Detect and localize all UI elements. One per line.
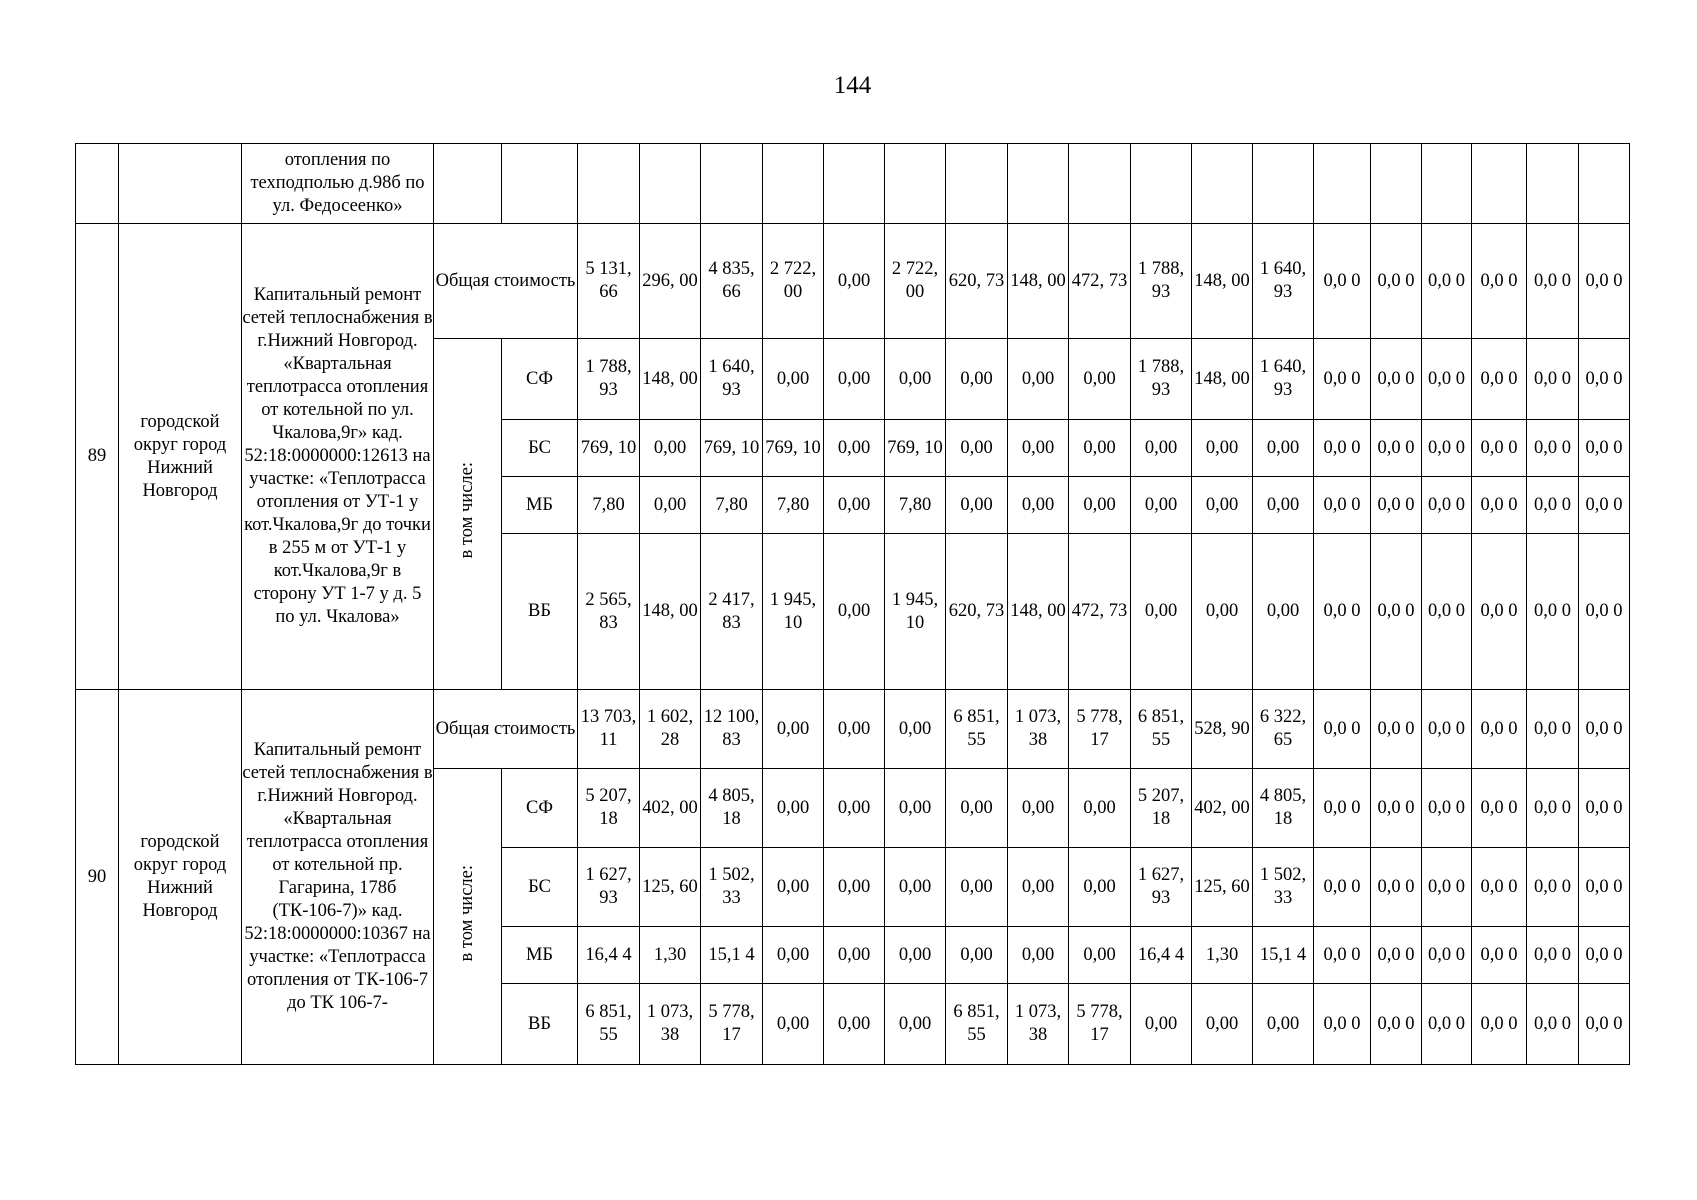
value-cell: 16,4 4: [1131, 927, 1192, 984]
municipality: городской округ город Нижний Новгород: [119, 224, 242, 690]
value-cell: 15,1 4: [701, 927, 763, 984]
value-cell: [885, 144, 946, 224]
value-cell: 12 100, 83: [701, 690, 763, 769]
value-cell: 0,0 0: [1314, 927, 1371, 984]
value-cell: 0,0 0: [1579, 769, 1630, 848]
source-cell: [502, 144, 578, 224]
value-cell: 0,00: [1069, 339, 1131, 420]
value-cell: 0,00: [824, 224, 885, 339]
value-cell: 0,0 0: [1314, 477, 1371, 534]
value-cell: 0,00: [824, 420, 885, 477]
value-cell: 402, 00: [640, 769, 701, 848]
value-cell: 0,0 0: [1579, 224, 1630, 339]
value-cell: 6 851, 55: [946, 690, 1008, 769]
value-cell: 0,0 0: [1422, 339, 1472, 420]
value-cell: 148, 00: [640, 534, 701, 690]
value-cell: 1 073, 38: [1008, 690, 1069, 769]
value-cell: [640, 144, 701, 224]
value-cell: 0,0 0: [1472, 420, 1527, 477]
value-cell: [1069, 144, 1131, 224]
value-cell: 0,0 0: [1314, 224, 1371, 339]
source-label: ВБ: [502, 984, 578, 1065]
value-cell: 0,0 0: [1527, 339, 1579, 420]
value-cell: 0,0 0: [1371, 769, 1422, 848]
value-cell: 0,0 0: [1472, 984, 1527, 1065]
value-cell: 769, 10: [763, 420, 824, 477]
value-cell: 0,00: [763, 690, 824, 769]
value-cell: 0,00: [824, 534, 885, 690]
value-cell: 0,00: [1131, 984, 1192, 1065]
value-cell: 0,00: [1253, 477, 1314, 534]
description-cell: отопления по техподполью д.98б по ул. Федосеенко»: [242, 144, 434, 224]
value-cell: 0,00: [763, 927, 824, 984]
value-cell: 2 565, 83: [578, 534, 640, 690]
value-cell: 0,00: [946, 769, 1008, 848]
value-cell: 0,0 0: [1371, 224, 1422, 339]
value-cell: 0,00: [824, 339, 885, 420]
value-cell: [1472, 144, 1527, 224]
value-cell: [1192, 144, 1253, 224]
value-cell: 0,00: [1192, 477, 1253, 534]
value-cell: 0,0 0: [1527, 534, 1579, 690]
value-cell: 0,0 0: [1371, 339, 1422, 420]
value-cell: 0,00: [824, 927, 885, 984]
value-cell: 769, 10: [885, 420, 946, 477]
value-cell: 125, 60: [640, 848, 701, 927]
source-label: МБ: [502, 927, 578, 984]
value-cell: 0,0 0: [1527, 848, 1579, 927]
value-cell: 0,0 0: [1314, 984, 1371, 1065]
value-cell: [946, 144, 1008, 224]
value-cell: 0,0 0: [1579, 690, 1630, 769]
value-cell: 0,0 0: [1527, 769, 1579, 848]
value-cell: 0,00: [946, 420, 1008, 477]
value-cell: 0,00: [1008, 927, 1069, 984]
value-cell: 296, 00: [640, 224, 701, 339]
value-cell: 0,00: [1253, 420, 1314, 477]
value-cell: 0,00: [1192, 420, 1253, 477]
value-cell: 0,00: [1008, 339, 1069, 420]
value-cell: 0,0 0: [1472, 534, 1527, 690]
including-label: [434, 339, 502, 690]
value-cell: 0,0 0: [1579, 420, 1630, 477]
value-cell: 0,00: [1069, 477, 1131, 534]
value-cell: 1 627, 93: [578, 848, 640, 927]
value-cell: 1 640, 93: [1253, 339, 1314, 420]
value-cell: 0,00: [885, 927, 946, 984]
value-cell: 7,80: [763, 477, 824, 534]
value-cell: 0,00: [1069, 848, 1131, 927]
value-cell: 0,00: [824, 477, 885, 534]
continuation-row: [76, 144, 1630, 224]
value-cell: 0,0 0: [1422, 769, 1472, 848]
value-cell: 0,0 0: [1579, 927, 1630, 984]
value-cell: 0,00: [1131, 534, 1192, 690]
value-cell: 0,00: [640, 477, 701, 534]
value-cell: 0,00: [946, 927, 1008, 984]
value-cell: 0,0 0: [1314, 848, 1371, 927]
value-cell: 0,00: [946, 339, 1008, 420]
value-cell: 0,0 0: [1422, 224, 1472, 339]
value-cell: 0,0 0: [1527, 927, 1579, 984]
value-cell: 0,00: [640, 420, 701, 477]
value-cell: 472, 73: [1069, 534, 1131, 690]
value-cell: 4 805, 18: [701, 769, 763, 848]
value-cell: 6 851, 55: [946, 984, 1008, 1065]
value-cell: 472, 73: [1069, 224, 1131, 339]
value-cell: 1 073, 38: [640, 984, 701, 1065]
value-cell: [1314, 144, 1371, 224]
value-cell: 2 417, 83: [701, 534, 763, 690]
value-cell: [1131, 144, 1192, 224]
value-cell: 1 627, 93: [1131, 848, 1192, 927]
value-cell: 0,0 0: [1371, 848, 1422, 927]
value-cell: 0,0 0: [1314, 690, 1371, 769]
value-cell: 7,80: [885, 477, 946, 534]
value-cell: 0,00: [1069, 769, 1131, 848]
value-cell: 1 640, 93: [1253, 224, 1314, 339]
value-cell: 0,0 0: [1527, 690, 1579, 769]
value-cell: 0,00: [1008, 848, 1069, 927]
value-cell: 620, 73: [946, 534, 1008, 690]
including-label: [434, 769, 502, 1065]
total-cost-label: Общая стоимость: [434, 224, 578, 339]
project-description: Капитальный ремонт сетей теплоснабжения в г.Нижний Новгород. «Квартальная теплотрасса отопления от котельной пр. Гагарина, 178б (ТК-106-7)» кад. 52:18:0000000:10367 на участке: «Теплотрасса отопления от ТК-106-7 до ТК 106-7-: [242, 690, 434, 1065]
municipality-cell: [119, 144, 242, 224]
total-cost-label: Общая стоимость: [434, 690, 578, 769]
value-cell: 0,0 0: [1371, 690, 1422, 769]
value-cell: 0,0 0: [1579, 477, 1630, 534]
value-cell: 1 788, 93: [1131, 224, 1192, 339]
value-cell: 1 945, 10: [763, 534, 824, 690]
value-cell: 0,00: [1131, 477, 1192, 534]
value-cell: [824, 144, 885, 224]
value-cell: 0,00: [1253, 984, 1314, 1065]
value-cell: 0,00: [824, 690, 885, 769]
value-cell: 1 788, 93: [578, 339, 640, 420]
value-cell: 7,80: [578, 477, 640, 534]
value-cell: 0,00: [763, 769, 824, 848]
value-cell: 0,00: [824, 984, 885, 1065]
value-cell: 0,0 0: [1422, 848, 1472, 927]
value-cell: 0,00: [885, 690, 946, 769]
including-label-text: в том числе:: [457, 462, 477, 559]
value-cell: 1,30: [1192, 927, 1253, 984]
value-cell: 15,1 4: [1253, 927, 1314, 984]
value-cell: 5 778, 17: [1069, 984, 1131, 1065]
value-cell: 148, 00: [1192, 339, 1253, 420]
value-cell: 0,00: [763, 984, 824, 1065]
value-cell: 620, 73: [946, 224, 1008, 339]
source-label: СФ: [502, 339, 578, 420]
value-cell: 0,0 0: [1472, 690, 1527, 769]
value-cell: 0,0 0: [1472, 339, 1527, 420]
value-cell: 148, 00: [1192, 224, 1253, 339]
value-cell: 0,00: [946, 477, 1008, 534]
value-cell: 0,0 0: [1579, 984, 1630, 1065]
value-cell: 0,00: [946, 848, 1008, 927]
value-cell: 1 502, 33: [1253, 848, 1314, 927]
value-cell: 0,00: [885, 339, 946, 420]
value-cell: 0,0 0: [1472, 769, 1527, 848]
value-cell: 4 835, 66: [701, 224, 763, 339]
value-cell: 7,80: [701, 477, 763, 534]
value-cell: 0,00: [824, 848, 885, 927]
value-cell: 0,0 0: [1314, 420, 1371, 477]
value-cell: 0,0 0: [1422, 420, 1472, 477]
value-cell: 2 722, 00: [885, 224, 946, 339]
value-cell: 402, 00: [1192, 769, 1253, 848]
value-cell: [763, 144, 824, 224]
number-cell: [76, 144, 119, 224]
value-cell: 0,00: [1192, 534, 1253, 690]
value-cell: [1008, 144, 1069, 224]
value-cell: 6 851, 55: [1131, 690, 1192, 769]
value-cell: 148, 00: [1008, 224, 1069, 339]
value-cell: 0,0 0: [1579, 339, 1630, 420]
value-cell: 5 207, 18: [578, 769, 640, 848]
value-cell: 528, 90: [1192, 690, 1253, 769]
value-cell: 0,0 0: [1472, 848, 1527, 927]
value-cell: 0,00: [1253, 534, 1314, 690]
value-cell: 0,0 0: [1527, 984, 1579, 1065]
value-cell: 2 722, 00: [763, 224, 824, 339]
project-description: Капитальный ремонт сетей теплоснабжения в г.Нижний Новгород. «Квартальная теплотрасса отопления от котельной по ул. Чкалова,9г» кад. 52:18:0000000:12613 на участке: «Теплотрасса отопления от УТ-1 у кот.Чкалова,9г до точки в 255 м от УТ-1 у кот.Чкалова,9г в сторону УТ 1-7 у д. 5 по ул. Чкалова»: [242, 224, 434, 690]
source-label: МБ: [502, 477, 578, 534]
including-label-text: в том числе:: [457, 864, 477, 962]
value-cell: 0,00: [1008, 477, 1069, 534]
value-cell: 0,0 0: [1371, 984, 1422, 1065]
value-cell: 5 131, 66: [578, 224, 640, 339]
value-cell: 1 602, 28: [640, 690, 701, 769]
source-cell: [434, 144, 502, 224]
value-cell: 1 502, 33: [701, 848, 763, 927]
value-cell: [701, 144, 763, 224]
municipality: городской округ город Нижний Новгород: [119, 690, 242, 1065]
row-number: 89: [76, 224, 119, 690]
value-cell: 0,0 0: [1422, 534, 1472, 690]
value-cell: 0,00: [885, 848, 946, 927]
value-cell: [1527, 144, 1579, 224]
value-cell: 125, 60: [1192, 848, 1253, 927]
row-number: 90: [76, 690, 119, 1065]
value-cell: 148, 00: [640, 339, 701, 420]
value-cell: 0,00: [1069, 927, 1131, 984]
total-row: [76, 690, 1630, 769]
value-cell: 0,0 0: [1422, 477, 1472, 534]
funding-table: [75, 143, 1630, 1065]
value-cell: 1 073, 38: [1008, 984, 1069, 1065]
value-cell: 5 207, 18: [1131, 769, 1192, 848]
value-cell: 0,00: [824, 769, 885, 848]
value-cell: [1253, 144, 1314, 224]
value-cell: 0,0 0: [1371, 927, 1422, 984]
value-cell: 0,0 0: [1422, 927, 1472, 984]
value-cell: 5 778, 17: [701, 984, 763, 1065]
value-cell: 0,0 0: [1472, 224, 1527, 339]
value-cell: 0,0 0: [1314, 534, 1371, 690]
value-cell: 1 640, 93: [701, 339, 763, 420]
value-cell: 0,00: [1008, 420, 1069, 477]
value-cell: 0,0 0: [1314, 769, 1371, 848]
value-cell: 148, 00: [1008, 534, 1069, 690]
value-cell: 0,0 0: [1422, 984, 1472, 1065]
value-cell: 0,00: [885, 984, 946, 1065]
source-label: ВБ: [502, 534, 578, 690]
value-cell: [1579, 144, 1630, 224]
source-label: БС: [502, 420, 578, 477]
value-cell: 0,00: [1192, 984, 1253, 1065]
value-cell: 0,0 0: [1527, 477, 1579, 534]
value-cell: [578, 144, 640, 224]
value-cell: 0,00: [1008, 769, 1069, 848]
value-cell: 1 788, 93: [1131, 339, 1192, 420]
value-cell: 16,4 4: [578, 927, 640, 984]
value-cell: 0,0 0: [1472, 477, 1527, 534]
source-label: СФ: [502, 769, 578, 848]
value-cell: 0,0 0: [1527, 420, 1579, 477]
value-cell: 5 778, 17: [1069, 690, 1131, 769]
value-cell: [1422, 144, 1472, 224]
value-cell: 6 851, 55: [578, 984, 640, 1065]
value-cell: 0,0 0: [1579, 534, 1630, 690]
value-cell: 1 945, 10: [885, 534, 946, 690]
page-number: 144: [833, 72, 872, 99]
value-cell: 0,0 0: [1422, 690, 1472, 769]
value-cell: 4 805, 18: [1253, 769, 1314, 848]
total-row: [76, 224, 1630, 339]
value-cell: 769, 10: [578, 420, 640, 477]
value-cell: 0,0 0: [1579, 848, 1630, 927]
value-cell: 0,00: [1069, 420, 1131, 477]
value-cell: 0,00: [1131, 420, 1192, 477]
value-cell: 6 322, 65: [1253, 690, 1314, 769]
value-cell: [1371, 144, 1422, 224]
value-cell: 0,00: [763, 339, 824, 420]
value-cell: 0,0 0: [1472, 927, 1527, 984]
value-cell: 0,00: [885, 769, 946, 848]
value-cell: 0,0 0: [1371, 534, 1422, 690]
value-cell: 769, 10: [701, 420, 763, 477]
value-cell: 0,0 0: [1371, 477, 1422, 534]
source-label: БС: [502, 848, 578, 927]
value-cell: 13 703, 11: [578, 690, 640, 769]
value-cell: 0,00: [763, 848, 824, 927]
value-cell: 0,0 0: [1314, 339, 1371, 420]
value-cell: 0,0 0: [1371, 420, 1422, 477]
value-cell: 0,0 0: [1527, 224, 1579, 339]
value-cell: 1,30: [640, 927, 701, 984]
